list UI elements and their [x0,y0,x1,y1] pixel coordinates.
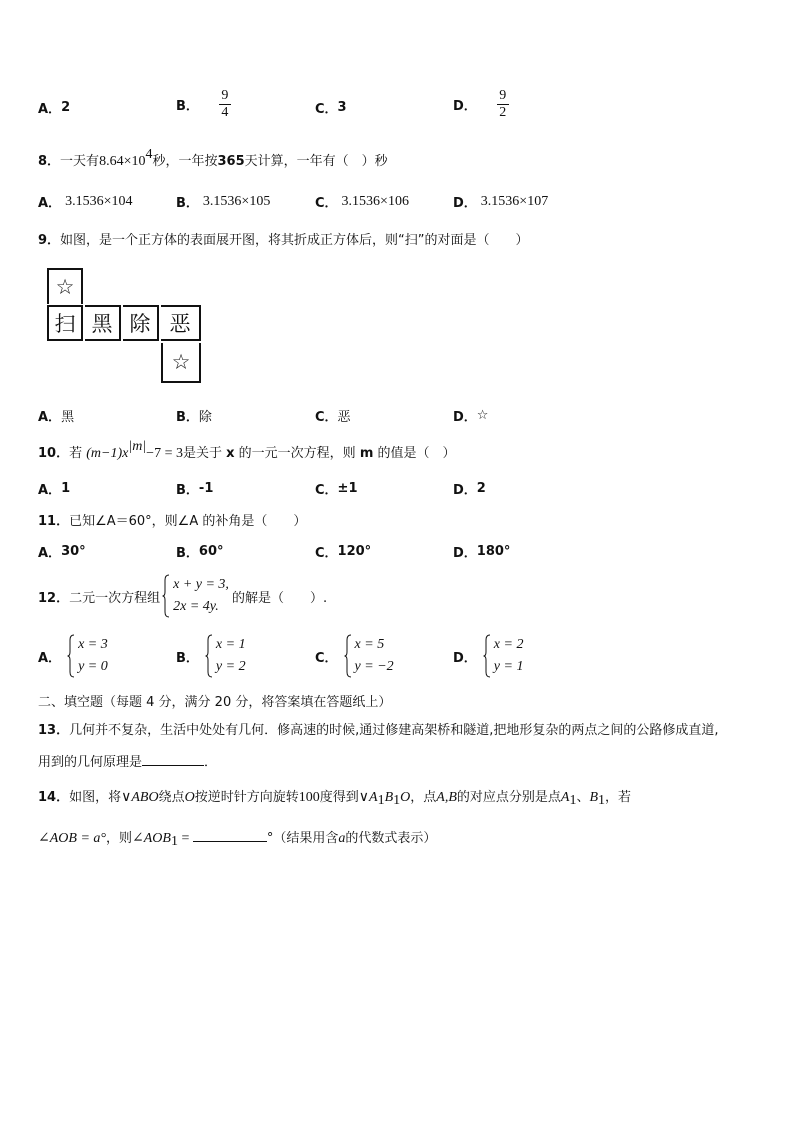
q10-stem: 10．若 $(m-1)x^{|m|}-7 = 3$是关于 x 的一元一次方程，则 m 的值是（ ） [38,439,456,461]
q10-option-c: C． ±1 [315,481,358,498]
q8-option-a: A． 3.1536×10 4 [38,193,133,211]
net-cell-sao: 扫 [47,305,83,341]
q7-option-a: A． 2 [38,100,71,117]
net-cell-e: 恶 [161,305,201,341]
q9-option-a: A． 黑 [38,410,75,425]
q10-option-a: A． 1 [38,481,71,498]
q12-option-d: D． x = 2 y = 1 [453,634,523,678]
q7-option-b: B． $\frac{9}{4}$ [176,88,231,121]
q12-system: x + y = 3, 2x = 4y. [162,574,229,618]
q7-option-c: C． 3 [315,100,347,117]
q7-fraction-b: $\frac{9}{4}$ [219,88,231,121]
q13-answer-blank[interactable] [142,753,204,766]
q9-stem: 9．如图，是一个正方体的表面展开图，将其折成正方体后，则“扫”的对面是（ ） [38,233,529,248]
q11-option-d: D． 180° [453,544,511,561]
q7-option-d: D． $\frac{9}{2}$ [453,88,509,121]
q11-option-c: C． 120° [315,544,372,561]
q10-option-b: B． -1 [176,481,214,498]
q11-option-a: A． 30° [38,544,86,561]
q9-option-b: B． 除 [176,410,212,425]
q8-stem: 8．一天有$8.64\times 10^4$秒，一年按365天计算，一年有（ ）秒 [38,147,388,169]
net-cell-chu: 除 [123,305,159,341]
q9-option-c: C． 恶 [315,410,351,425]
q9-option-d: D． ☆ [453,408,489,425]
q12-option-b: B． x = 1 y = 2 [176,634,246,678]
q8-option-c: C． 3.1536×10 6 [315,193,409,211]
q12-stem: 12． 二元一次方程组 x + y = 3, 2x = 4y. 的解是（ ）. [38,574,327,618]
q11-option-b: B． 60° [176,544,224,561]
q12-option-c: C． x = 5 y = −2 [315,634,394,678]
q14-answer-blank[interactable] [193,829,267,842]
q13-stem-line2: 用到的几何原理是 ． [38,755,218,770]
section-title-fill-blank: 二、填空题（每题 4 分，满分 20 分，将答案填在答题纸上） [38,695,392,710]
q13-stem-line1: 13．几何并不复杂，生活中处处有几何．修高速的时候,通过修建高架桥和隧道,把地形复杂的两点之间的公路修成直道, [38,723,719,738]
q14-stem-line1: 14．如图，将∨ABO绕点O按逆时针方向旋转100度得到$\vee A_1B_1O$，点A,B的对应点分别是点$A_1$、$B_1$，若 [38,790,632,808]
cube-net-figure [47,268,201,384]
net-cell-top-star: ☆ [47,268,83,304]
q11-stem: 11．已知∠A＝60°，则∠A 的补角是（ ） [38,514,307,529]
q10-option-d: D． 2 [453,481,486,498]
q12-option-a: A． x = 3 y = 0 [38,634,108,678]
q7-fraction-d: $\frac{9}{2}$ [497,88,509,121]
q8-option-b: B． 3.1536×10 5 [176,193,271,211]
net-cell-hei: 黑 [85,305,121,341]
q14-stem-line2: ∠AOB = a°，则$\angle AOB_1$ = °（结果用含a的代数式表示） [38,831,437,849]
net-cell-bottom-star: ☆ [161,343,201,383]
q8-option-d: D． 3.1536×10 7 [453,193,549,211]
